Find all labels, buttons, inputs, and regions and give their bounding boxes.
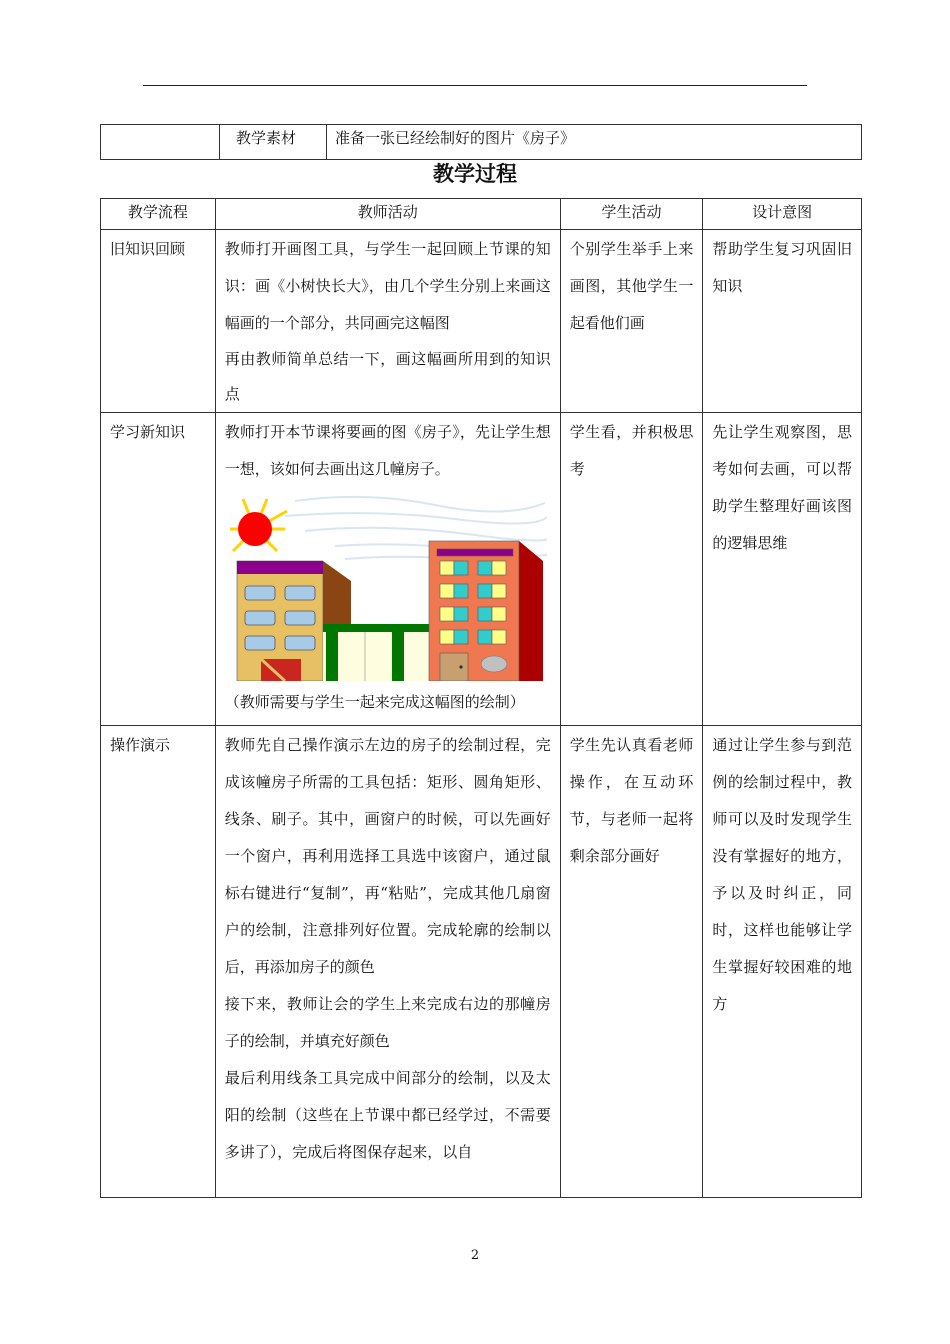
materials-label: 教学素材 — [220, 125, 327, 160]
stage-text: 学习新知识 — [110, 423, 186, 441]
house-illustration — [225, 491, 547, 681]
teaching-process-table — [100, 198, 862, 1198]
intent-text: 先让学生观察图，思考如何去画，可以帮助学生整理好画该图的逻辑思维 — [712, 423, 852, 552]
teacher-paragraph: 教师打开本节课将要画的图《房子》，先让学生想一想，该如何去画出这几幢房子。 — [224, 423, 551, 478]
fence-top-bar — [323, 624, 429, 632]
teacher-cell — [215, 726, 560, 1198]
table-row — [101, 413, 862, 726]
teacher-paragraph: 教师先自己操作演示左边的房子的绘制过程，完成该幢房子所需的工具包括：矩形、圆角矩形、线条、刷子。其中，画窗户的时候，可以先画好一个窗户，再利用选择工具选中该窗户，通过鼠标右键进行“复制”，再“粘贴”，完成其他几扇窗户的绘制，注意排列好位置。完成轮廓的绘制以后，再添加房子的颜色 — [224, 736, 551, 976]
stage-cell — [101, 230, 216, 413]
intent-text: 通过让学生参与到范例的绘制过程中，教师可以及时发现学生没有掌握好的地方，予以及时纠正，同时，这样也能够让学生掌握好较困难的地方 — [712, 736, 852, 1013]
table-row — [101, 726, 862, 1198]
student-text: 个别学生举手上来画图，其他学生一起看他们画 — [569, 240, 694, 332]
teacher-paragraph: 接下来，教师让会的学生上来完成右边的那幢房子的绘制，并填充好颜色 — [224, 995, 551, 1050]
fence-post — [392, 629, 404, 681]
intent-cell — [703, 413, 862, 726]
header-intent: 设计意图 — [703, 199, 862, 230]
sun — [238, 512, 272, 546]
header-teacher: 教师活动 — [215, 199, 560, 230]
right-building-sign — [481, 656, 507, 672]
stage-text: 操作演示 — [110, 736, 171, 754]
stage-cell — [101, 726, 216, 1198]
materials-table — [100, 124, 862, 160]
teacher-paragraph: 最后利用线条工具完成中间部分的绘制，以及太阳的绘制（这些在上节课中都已经学过，不需要多讲了），完成后将图保存起来，以自 — [224, 1069, 551, 1161]
header-rule — [143, 85, 807, 86]
materials-row — [101, 125, 862, 160]
picture-caption: （教师需要与学生一起来完成这幅图的绘制） — [224, 693, 525, 711]
student-text: 学生先认真看老师操作，在互动环节，与老师一起将剩余部分画好 — [569, 736, 694, 865]
teacher-text — [225, 230, 551, 412]
header-student: 学生活动 — [560, 199, 703, 230]
teacher-text — [225, 726, 551, 1171]
teacher-paragraph: 教师打开画图工具，与学生一起回顾上节课的知识：画《小树快长大》，由几个学生分别上来画这幅画的一个部分，共同画完这幅图 — [224, 240, 551, 332]
page-number: 2 — [470, 1248, 480, 1263]
materials-content: 准备一张已经绘制好的图片《房子》 — [327, 125, 862, 160]
fence-post — [326, 629, 338, 681]
section-title: 教学过程 — [433, 162, 517, 186]
table-header-row — [101, 199, 862, 230]
student-text: 学生看，并积极思考 — [569, 423, 694, 478]
teacher-text — [225, 413, 551, 488]
materials-empty-cell — [101, 125, 220, 160]
teacher-paragraph: 再由教师简单总结一下，画这幅画所用到的知识点 — [224, 350, 551, 403]
student-cell — [560, 230, 703, 413]
teacher-cell — [215, 230, 560, 413]
teacher-cell — [215, 413, 560, 726]
student-cell — [560, 413, 703, 726]
stage-cell — [101, 413, 216, 726]
left-building-roof — [237, 561, 323, 574]
intent-cell — [703, 230, 862, 413]
intent-text: 帮助学生复习巩固旧知识 — [712, 240, 852, 295]
intent-cell — [703, 726, 862, 1198]
table-row — [101, 230, 862, 413]
student-cell — [560, 726, 703, 1198]
middle-fence — [323, 624, 429, 681]
house-picture — [225, 491, 551, 681]
stage-text: 旧知识回顾 — [110, 240, 186, 258]
header-stage: 教学流程 — [101, 199, 216, 230]
right-building-side — [519, 541, 543, 681]
right-building-door — [440, 653, 468, 681]
